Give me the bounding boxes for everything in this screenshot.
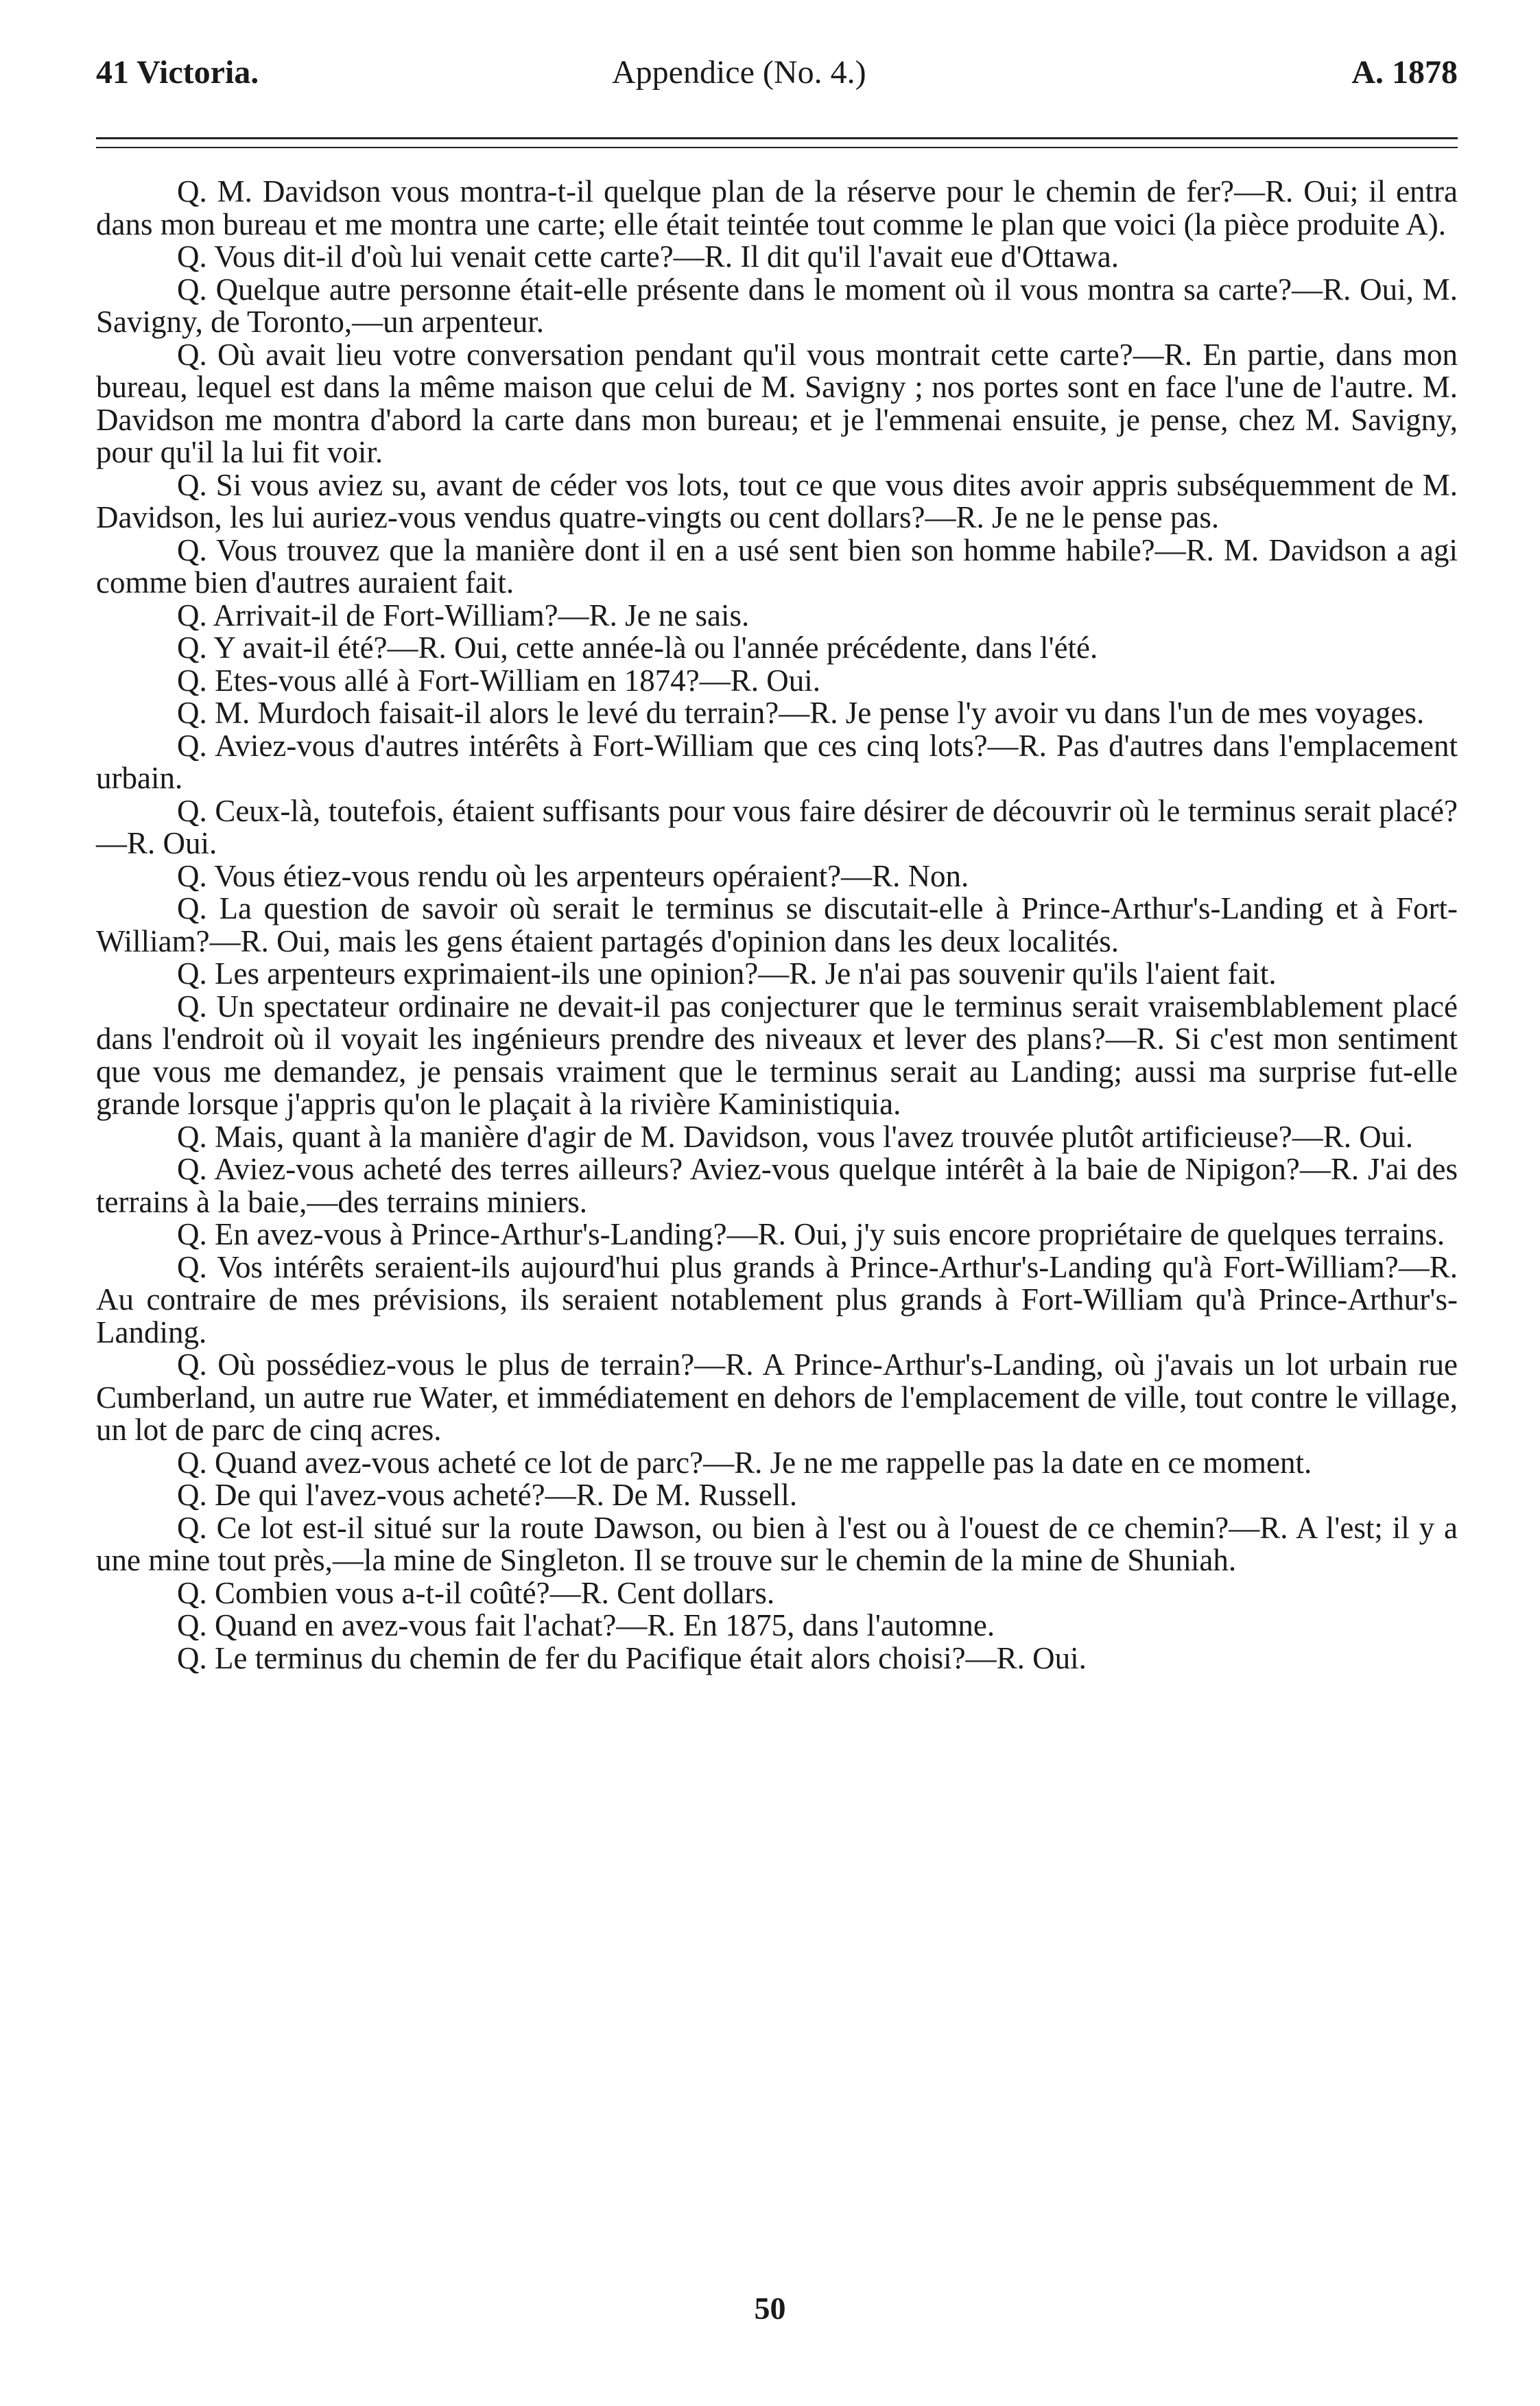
page-number: 50: [754, 2291, 786, 2326]
qa-paragraph: Q. Ceux-là, toutefois, étaient suffisants pour vous faire désirer de découvrir où le terminus serait placé?—R. Oui.: [96, 793, 1458, 860]
qa-paragraph: Q. Aviez-vous d'autres intérêts à Fort-William que ces cinq lots?—R. Pas d'autres dans l'emplacement urbain.: [96, 728, 1458, 795]
header-rule-thin: [96, 147, 1458, 148]
qa-paragraph: Q. Aviez-vous acheté des terres ailleurs? Aviez-vous quelque intérêt à la baie de Nipigon?—R. J'ai des terrains à la baie,—des terrains miniers.: [96, 1152, 1458, 1219]
qa-paragraph: Q. Etes-vous allé à Fort-William en 1874?—R. Oui.: [177, 663, 821, 698]
qa-paragraph: Q. Où avait lieu votre conversation pendant qu'il vous montrait cette carte?—R. En partie, dans mon bureau, lequel est dans la même maison que celui de M. Savigny ; nos portes sont en face l'une de l'autre. M. Davidson me montra d'abord la carte dans mon bureau; et je l'emmenai ensuite, je pense, chez M. Savigny, pour qu'il la lui fit voir.: [96, 337, 1458, 469]
qa-paragraph: Q. Vos intérêts seraient-ils aujourd'hui plus grands à Prince-Arthur's-Landing qu'à Fort-William?—R. Au contraire de mes prévisions, ils seraient notablement plus grands à Fort-William qu'à Prince-Arthur's-Landing.: [96, 1249, 1458, 1349]
header-volume: 41 Victoria.: [96, 54, 259, 91]
qa-paragraph: Q. De qui l'avez-vous acheté?—R. De M. Russell.: [177, 1478, 798, 1512]
qa-paragraph: Q. Les arpenteurs exprimaient-ils une opinion?—R. Je n'ai pas souvenir qu'ils l'aient fait.: [177, 956, 1277, 991]
qa-paragraph: Q. Vous trouvez que la manière dont il en a usé sent bien son homme habile?—R. M. Davidson a agi comme bien d'autres auraient fait.: [96, 532, 1458, 600]
qa-paragraph: Q. Un spectateur ordinaire ne devait-il pas conjecturer que le terminus serait vraisemblablement placé dans l'endroit où il voyait les ingénieurs prendre des niveaux et lever des plans?—R. Si c'est mon sentiment que vous me demandez, je pensais vraiment que le terminus serait au Landing; aussi ma surprise fut-elle grande lorsque j'appris qu'on le plaçait à la rivière Kaministiquia.: [96, 989, 1458, 1121]
qa-paragraph: Q. M. Davidson vous montra-t-il quelque plan de la réserve pour le chemin de fer?—R. Oui; il entra dans mon bureau et me montra une carte; elle était teintée tout comme le plan que voici (la pièce produite A).: [96, 174, 1458, 241]
qa-paragraph: Q. Y avait-il été?—R. Oui, cette année-là ou l'année précédente, dans l'été.: [177, 630, 1098, 665]
qa-paragraph: Q. Vous étiez-vous rendu où les arpenteurs opéraient?—R. Non.: [177, 858, 969, 893]
header-appendix: Appendice (No. 4.): [612, 54, 866, 91]
qa-paragraph: Q. M. Murdoch faisait-il alors le levé du terrain?—R. Je pense l'y avoir vu dans l'un de mes voyages.: [177, 696, 1425, 730]
qa-paragraph: Q. Arrivait-il de Fort-William?—R. Je ne sais.: [177, 598, 750, 633]
qa-paragraph: Q. Vous dit-il d'où lui venait cette carte?—R. Il dit qu'il l'avait eue d'Ottawa.: [177, 239, 1119, 274]
qa-paragraph: Q. Quand en avez-vous fait l'achat?—R. En 1875, dans l'automne.: [177, 1608, 995, 1642]
testimony-body: [96, 176, 1458, 1675]
qa-paragraph: Q. Le terminus du chemin de fer du Pacifique était alors choisi?—R. Oui.: [177, 1640, 1087, 1675]
qa-paragraph: Q. Quand avez-vous acheté ce lot de parc?—R. Je ne me rappelle pas la date en ce moment.: [177, 1445, 1312, 1480]
qa-paragraph: Q. Si vous aviez su, avant de céder vos lots, tout ce que vous dites avoir appris subséquemment de M. Davidson, les lui auriez-vous vendus quatre-vingts ou cent dollars?—R. Je ne le pense pas.: [96, 467, 1458, 534]
header-rule-thick: [96, 137, 1458, 139]
qa-paragraph: Q. La question de savoir où serait le terminus se discutait-elle à Prince-Arthur's-Landing et à Fort-William?—R. Oui, mais les gens étaient partagés d'opinion dans les deux localités.: [96, 891, 1458, 958]
header-year: A. 1878: [1351, 54, 1458, 91]
running-header: [96, 54, 1458, 103]
qa-paragraph: Q. Mais, quant à la manière d'agir de M. Davidson, vous l'avez trouvée plutôt artificieuse?—R. Oui.: [177, 1119, 1413, 1154]
qa-paragraph: Q. En avez-vous à Prince-Arthur's-Landing?—R. Oui, j'y suis encore propriétaire de quelques terrains.: [177, 1217, 1445, 1251]
qa-paragraph: Q. Où possédiez-vous le plus de terrain?—R. A Prince-Arthur's-Landing, où j'avais un lot urbain rue Cumberland, un autre rue Water, et immédiatement en dehors de l'emplacement de ville, tout contre le village, un lot de parc de cinq acres.: [96, 1347, 1458, 1447]
qa-paragraph: Q. Ce lot est-il situé sur la route Dawson, ou bien à l'est ou à l'ouest de ce chemin?—R. A l'est; il y a une mine tout près,—la mine de Singleton. Il se trouve sur le chemin de la mine de Shuniah.: [96, 1510, 1458, 1577]
qa-paragraph: Q. Combien vous a-t-il coûté?—R. Cent dollars.: [177, 1575, 775, 1610]
qa-paragraph: Q. Quelque autre personne était-elle présente dans le moment où il vous montra sa carte?—R. Oui, M. Savigny, de Toronto,—un arpenteur.: [96, 272, 1458, 339]
